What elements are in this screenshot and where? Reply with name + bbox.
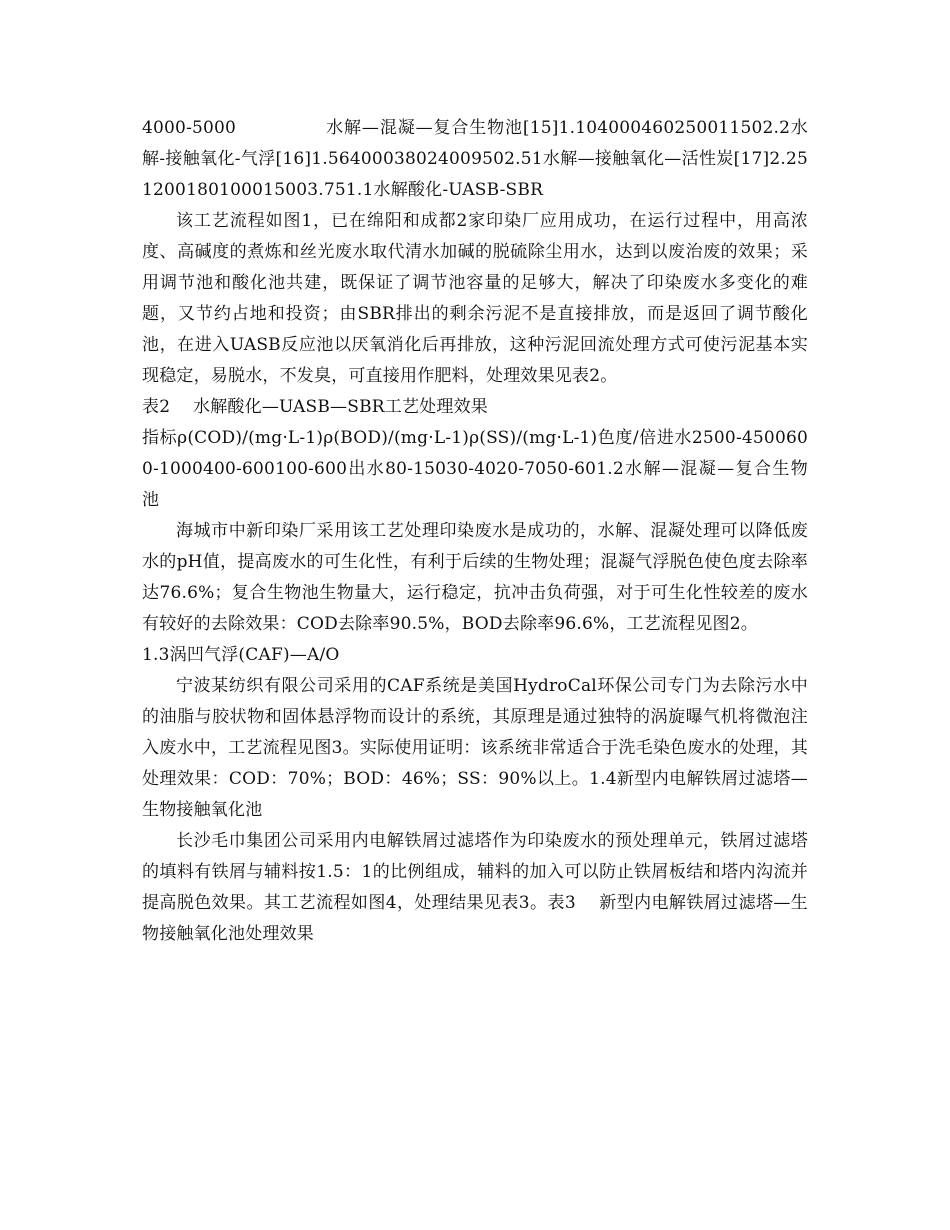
paragraph-haicheng-case: 海城市中新印染厂采用该工艺处理印染废水是成功的，水解、混凝处理可以降低废水的pH值，提高废水的可生化性，有利于后续的生物处理；混凝气浮脱色使色度去除率达76.6%；复合生物池生物量大，运行稳定，抗冲击负荷强，对于可生化性较差的废水有较好的去除效果：COD去除率90.5%，BOD去除率96.6%，工艺流程见图2。: [142, 521, 808, 634]
paragraph-ningbo-case: 宁波某纺织有限公司采用的CAF系统是美国HydroCal环保公司专门为去除污水中的油脂与胶状物和固体悬浮物而设计的系统，其原理是通过独特的涡旋曝气机将微泡注入废水中，工艺流程见图3。实际使用证明：该系统非常适合于洗毛染色废水的处理，其处理效果：COD：70%；BOD：46%；SS：90%以上。1.4新型内电解铁屑过滤塔—生物接触氧化池: [142, 676, 808, 820]
paragraph-process-description: 该工艺流程如图1，已在绵阳和成都2家印染厂应用成功，在运行过程中，用高浓度、高碱度的煮炼和丝光废水取代清水加碱的脱硫除尘用水，达到以废治废的效果；采用调节池和酸化池共建，既保证了调节池容量的足够大，解决了印染废水多变化的难题，又节约占地和投资；由SBR排出的剩余污泥不是直接排放，而是返回了调节酸化池，在进入UASB反应池以厌氧消化后再排放，这种污泥回流处理方式可使污泥基本实现稳定，易脱水，不发臭，可直接用作肥料，处理效果见表2。: [142, 211, 808, 386]
section-heading-1-3: 1.3涡凹气浮(CAF)—A/O: [142, 645, 340, 665]
document-page: [142, 113, 808, 950]
paragraph-changsha-case: 长沙毛巾集团公司采用内电解铁屑过滤塔作为印染废水的预处理单元，铁屑过滤塔的填料有铁屑与辅料按1.5：1的比例组成，辅料的加入可以防止铁屑板结和塔内沟流并提高脱色效果。其工艺流程如图4，处理结果见表3。表3 新型内电解铁屑过滤塔—生物接触氧化池处理效果: [142, 831, 808, 944]
table-2-content: 指标ρ(COD)/(mg·L-1)ρ(BOD)/(mg·L-1)ρ(SS)/(mg·L-1)色度/倍进水2500-4500600-1000400-600100-600出水80-15030-4020-7050-601.2水解—混凝—复合生物池: [142, 428, 808, 510]
paragraph-table-continuation: 4000-5000 水解—混凝—复合生物池[15]1.104000460250011502.2水解-接触氧化-气浮[16]1.56400038024009502.51水解—接触氧化—活性炭[17]2.251200180100015003.751.1水解酸化-UASB-SBR: [142, 118, 808, 200]
table-caption-2: 表2 水解酸化—UASB—SBR工艺处理效果: [142, 397, 488, 417]
